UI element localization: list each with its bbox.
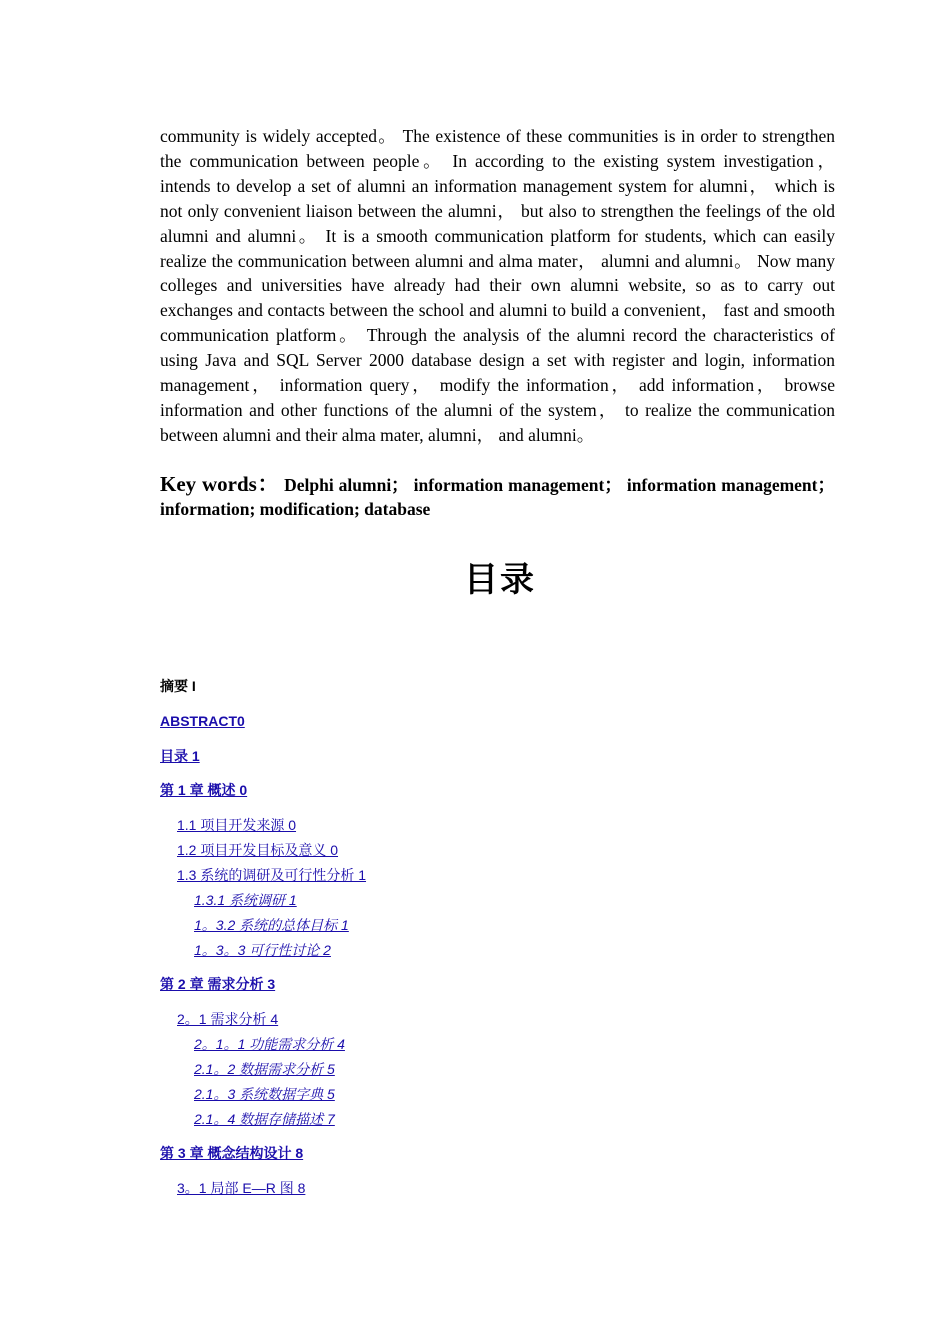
- toc-entry[interactable]: 2。1。1 功能需求分析 4: [194, 1036, 345, 1052]
- toc-entry: 摘要 I: [160, 678, 196, 694]
- keywords-text: Delphi alumni； information management； information management； information; modification; database: [160, 475, 835, 519]
- toc-entry[interactable]: 第 2 章 需求分析 3: [160, 976, 276, 992]
- toc-entry[interactable]: 目录 1: [160, 748, 200, 764]
- toc-entry[interactable]: 1.2 项目开发目标及意义 0: [177, 842, 339, 858]
- abstract-paragraph: community is widely accepted。 The existence of these communities is in order to strengthen the communication between people。 In according to the existing system investigation， intends to develop a set of alumni an information management system for alumni， which is not only convenient liaison between the alumni， but also to strengthen the feelings of the old alumni and alumni。 It is a smooth communication platform for students, which can easily realize the communication between alumni and alma mater， alumni and alumni。 Now many colleges and universities have already had their own alumni website, so as to carry out exchanges and contacts between the school and alumni to build a convenient， fast and smooth communication platform。 Through the analysis of the alumni record the characteristics of using Java and SQL Server 2000 database design a set with register and login, information management， information query， modify the information， add information， browse information and other functions of the alumni of the system， to realize the communication between alumni and their alma mater, alumni， and alumni。: [160, 126, 835, 445]
- toc-entry[interactable]: ABSTRACT0: [160, 713, 245, 729]
- toc-entry[interactable]: 1。3.2 系统的总体目标 1: [194, 917, 349, 933]
- toc-entry[interactable]: 1.1 项目开发来源 0: [177, 817, 297, 833]
- toc-entry[interactable]: 第 1 章 概述 0: [160, 782, 248, 798]
- toc-entry[interactable]: 1。3。3 可行性讨论 2: [194, 942, 331, 958]
- toc-entry[interactable]: 2.1。2 数据需求分析 5: [194, 1061, 335, 1077]
- toc-entry[interactable]: 3。1 局部 E—R 图 8: [177, 1180, 306, 1196]
- toc-entry[interactable]: 2.1。3 系统数据字典 5: [194, 1086, 335, 1102]
- toc-title: 目录: [464, 560, 536, 600]
- toc-entry[interactable]: 1.3 系统的调研及可行性分析 1: [177, 867, 367, 883]
- toc-entry[interactable]: 2。1 需求分析 4: [177, 1011, 279, 1027]
- keywords-label: Key words：: [160, 472, 280, 496]
- toc-entry[interactable]: 第 3 章 概念结构设计 8: [160, 1145, 304, 1161]
- keywords-line: [160, 472, 835, 521]
- toc-entry[interactable]: 2.1。4 数据存储描述 7: [194, 1111, 335, 1127]
- toc-entry[interactable]: 1.3.1 系统调研 1: [194, 892, 297, 908]
